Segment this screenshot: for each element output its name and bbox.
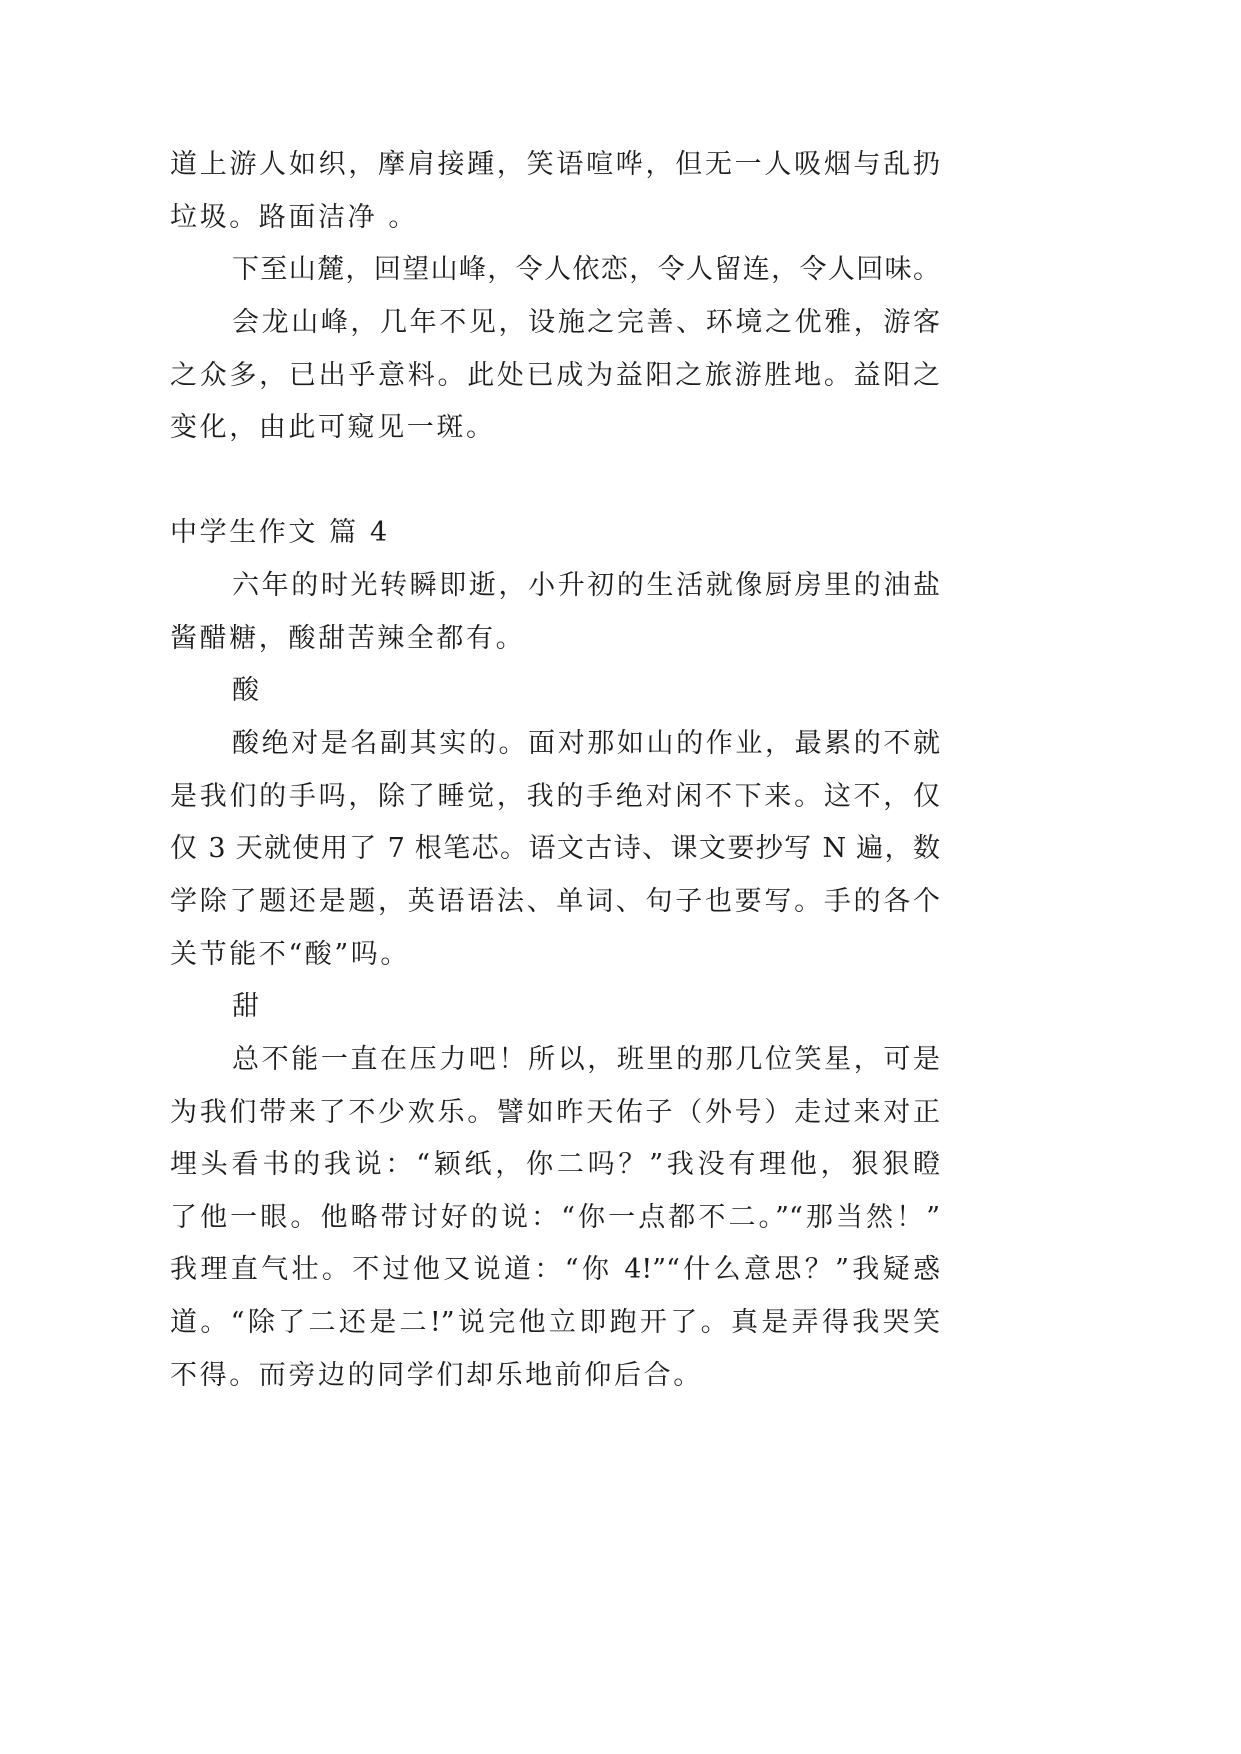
text-line: 六年的时光转瞬即逝，小升初的生活就像厨房里的油盐 <box>232 570 940 602</box>
text-line: 学除了题还是题，英语语法、单词、句子也要写。手的各个 <box>170 885 940 917</box>
subheading-sour: 酸 <box>232 675 262 707</box>
text-line: 下至山麓，回望山峰，令人依恋，令人留连，令人回味。 <box>232 254 940 286</box>
text-line: 了他一眼。他略带讨好的说：“你一点都不二。”“那当然！” <box>170 1201 940 1233</box>
text-line: 酱醋糖，酸甜苦辣全都有。 <box>170 622 526 654</box>
text-line: 为我们带来了不少欢乐。譬如昨天佑子（外号）走过来对正 <box>170 1096 940 1128</box>
text-line: 我理直气壮。不过他又说道：“你 4!”“什么意思？”我疑惑 <box>170 1254 940 1286</box>
text-line: 变化，由此可窥见一斑。 <box>170 412 496 444</box>
text-line: 仅 3 天就使用了 7 根笔芯。语文古诗、课文要抄写 N 遍，数 <box>170 833 940 865</box>
section-heading: 中学生作文 篇 4 <box>170 517 390 549</box>
text-line: 是我们的手吗，除了睡觉，我的手绝对闲不下来。这不，仅 <box>170 780 940 812</box>
text-line: 道。“除了二还是二!”说完他立即跑开了。真是弄得我哭笑 <box>170 1307 940 1339</box>
text-line: 垃圾。路面洁净 。 <box>170 201 418 233</box>
text-line: 埋头看书的我说：“颖纸，你二吗？”我没有理他，狠狠瞪 <box>170 1149 940 1181</box>
document-text-body <box>170 139 940 1402</box>
text-line: 总不能一直在压力吧！所以，班里的那几位笑星，可是 <box>232 1043 940 1075</box>
blank-line <box>170 455 940 508</box>
subheading-sweet: 甜 <box>232 991 262 1023</box>
text-line: 之众多，已出乎意料。此处已成为益阳之旅游胜地。益阳之 <box>170 359 940 391</box>
text-line: 关节能不“酸”吗。 <box>170 938 411 970</box>
text-line: 不得。而旁边的同学们却乐地前仰后合。 <box>170 1359 703 1391</box>
text-line: 道上游人如织，摩肩接踵，笑语喧哗，但无一人吸烟与乱扔 <box>170 149 940 180</box>
text-line: 会龙山峰，几年不见，设施之完善、环境之优雅，游客 <box>232 306 940 338</box>
text-line: 酸绝对是名副其实的。面对那如山的作业，最累的不就 <box>232 728 940 760</box>
